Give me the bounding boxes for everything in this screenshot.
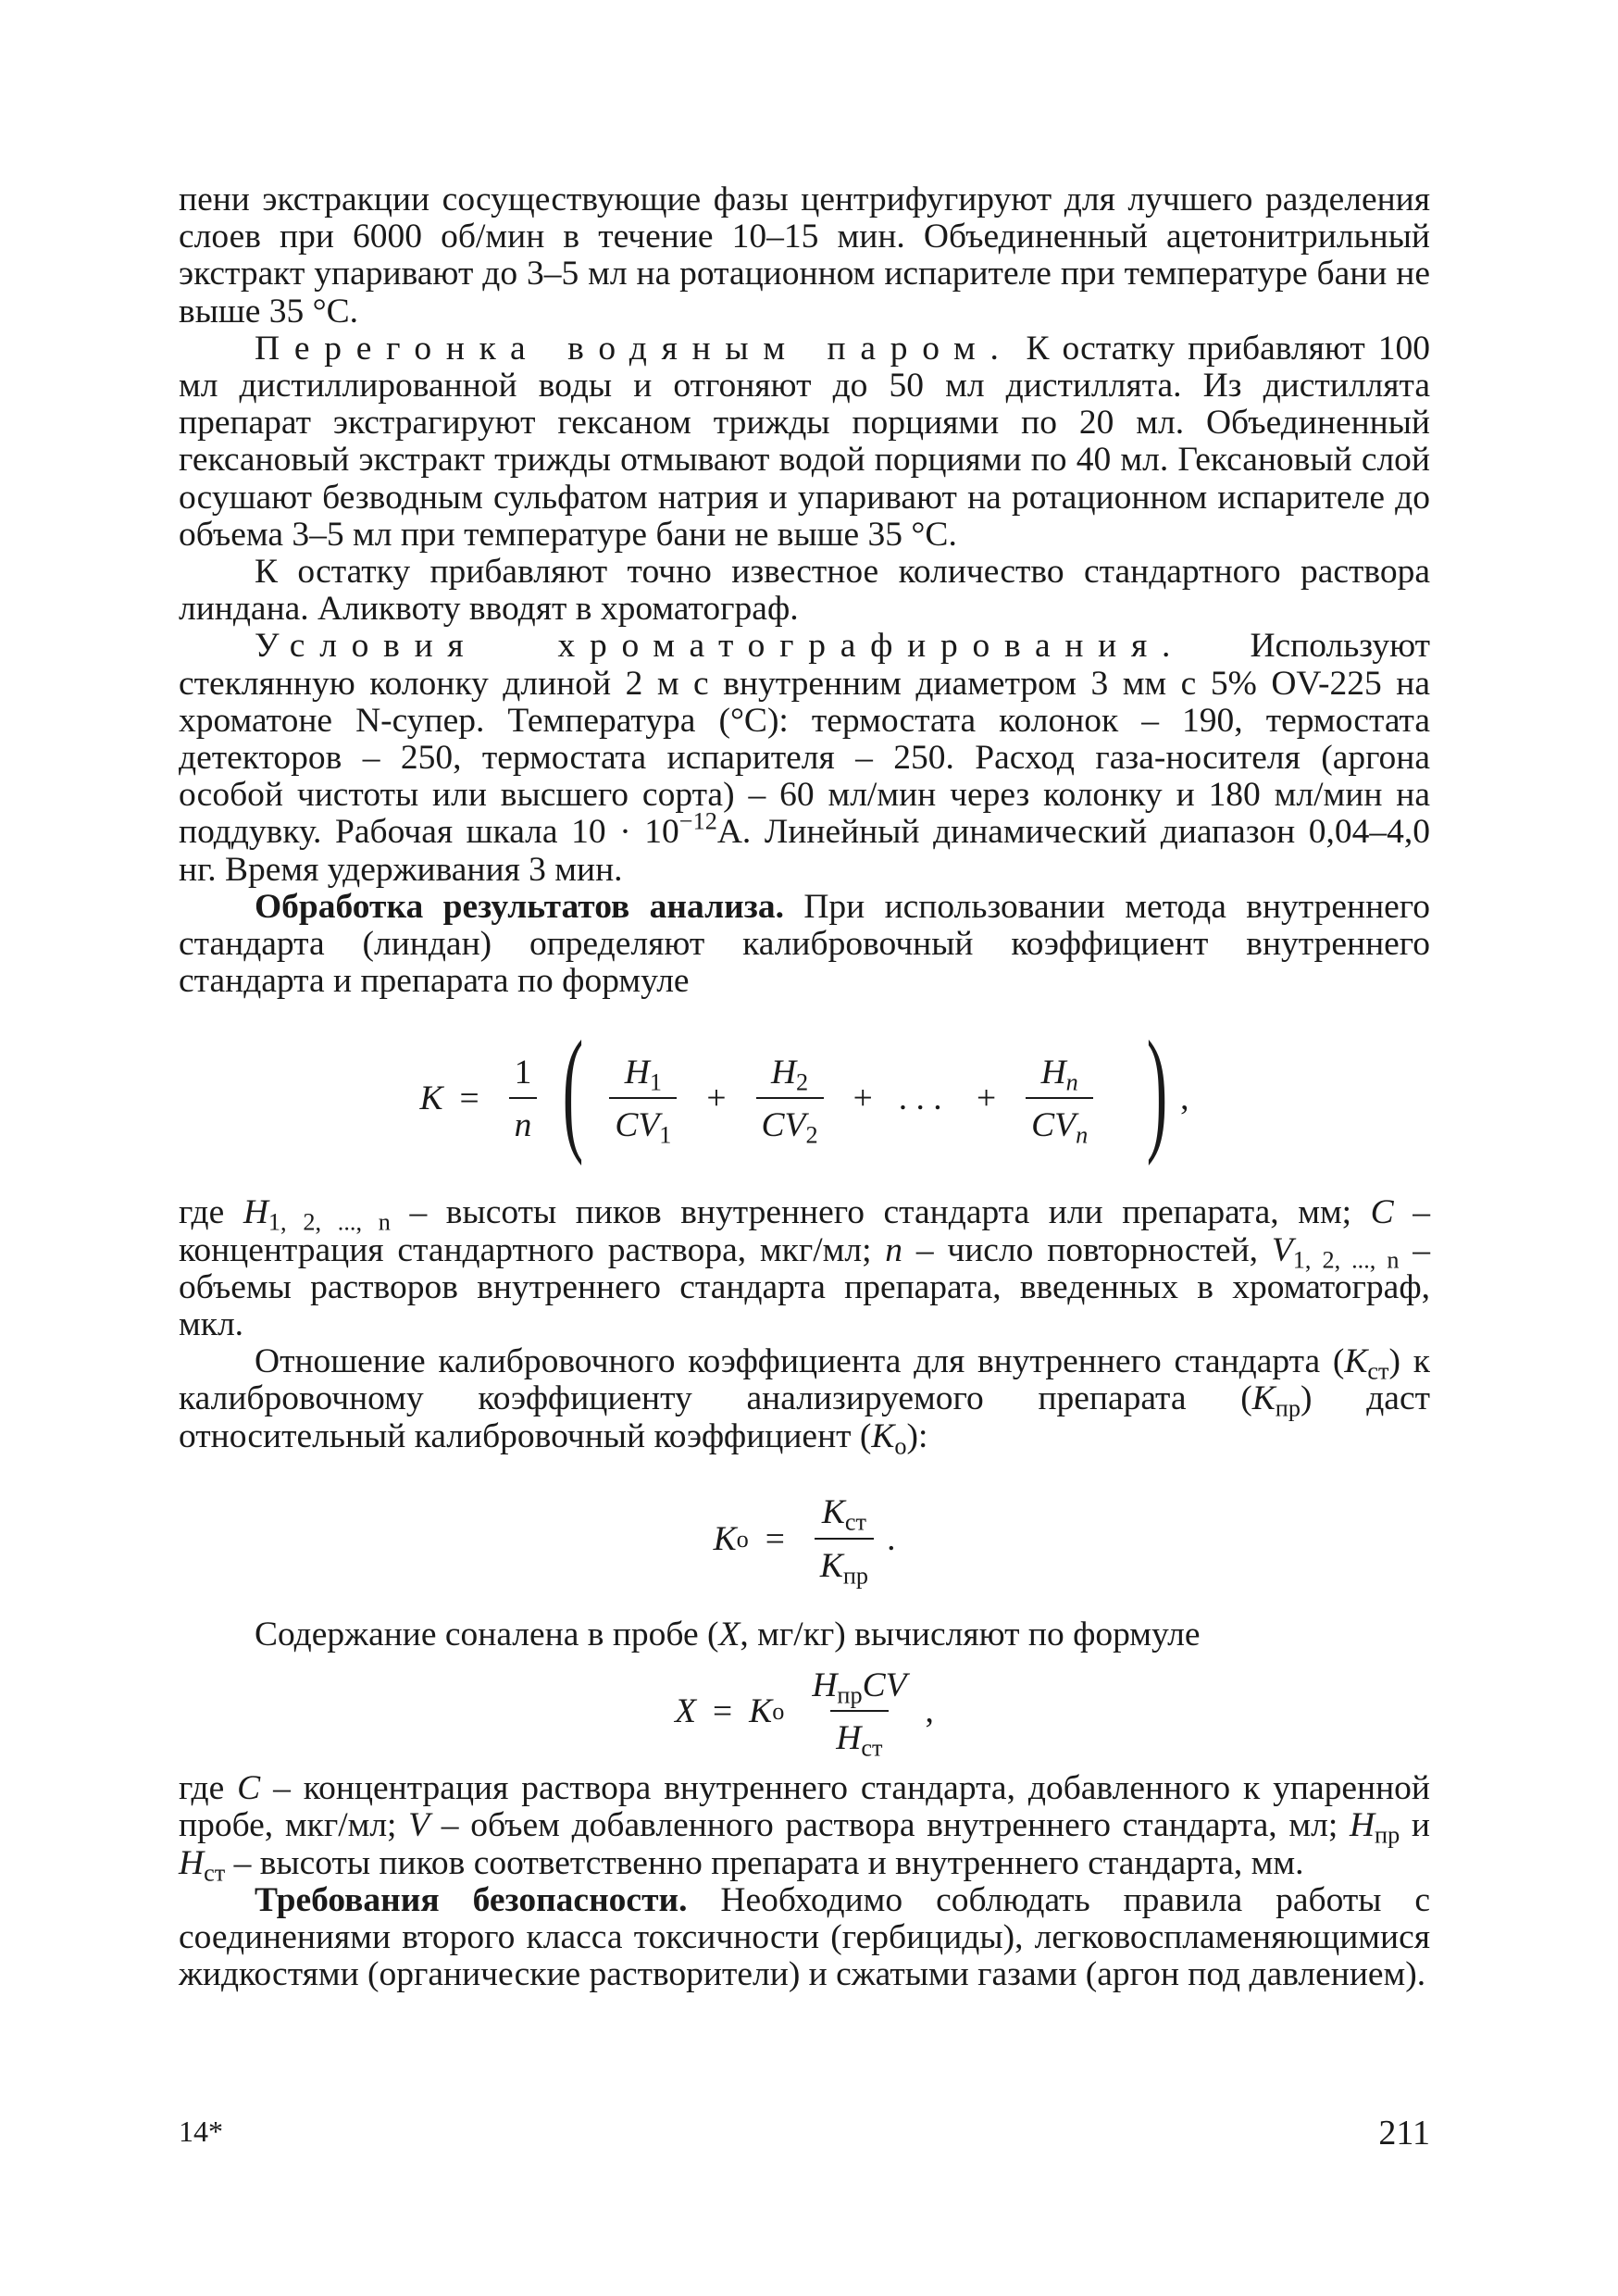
paragraph-steam-distillation: Перегонка водяным паром. К остатку прибавляют 100 мл дистиллированной воды и отгоняют до 50 мл дистиллята. Из дистиллята препарат экстрагируют гексаном трижды порциями по 20 мл. Объединенный гексановый экстракт трижды отмывают водой порциями по 40 мл. Гексановый слой осушают безводным сульфатом натрия и упаривают на ротационном испарителе до объема 3–5 мл при температуре бани не выше 35 °С. bbox=[179, 329, 1430, 554]
paragraph-content-calculation: Содержание соналена в пробе (X, мг/кг) вычисляют по формуле bbox=[255, 1615, 1201, 1653]
right-paren: ) bbox=[1146, 1013, 1168, 1167]
formula-relative-coefficient: K о = $\frac{K_{ст}}{K_{пр}}$ . bbox=[713, 1493, 896, 1590]
signature-mark: 14* bbox=[179, 2115, 223, 2148]
paragraph-formula3-legend: где C – концентрация раствора внутреннего стандарта, добавленного к упаренной пробе, мкг/мл; V – объем добавленного раствора внутреннего стандарта, мл; $H_{пр}$ и $H_{ст}$ – высоты пиков соответственно препарата и внутреннего стандарта, мм. bbox=[179, 1769, 1430, 1886]
section-heading-chromatography: Условия хроматографирования. bbox=[255, 627, 1186, 666]
section-heading-results: Обработка результатов анализа. bbox=[255, 887, 784, 926]
paragraph-relative-coefficient: Отношение калибровочного коэффициента для внутреннего стандарта $(K_{ст})$ к калибровочному коэффициенту анализируемого препарата $(K_{пр})$ даст относительный калибровочный коэффициент $(K_о)$: bbox=[179, 1342, 1430, 1460]
left-paren: ( bbox=[563, 1013, 584, 1167]
page-number: 211 bbox=[1378, 2114, 1430, 2152]
section-heading-steam-distillation: Перегонка водяным паром. bbox=[255, 329, 1014, 368]
formula-content: X = K о $\frac{H_{пр}CV}{H_{ст}}$ , bbox=[675, 1666, 934, 1762]
paragraph-chromatography-conditions: Условия хроматографирования. Используют стеклянную колонку длиной 2 м с внутренним диаметром 3 мм с 5% OV-225 на хроматоне N-супер. Температура (°С): термостата колонок – 190, термостата детекторов – 250, термостата испарителя – 250. Расход газа-носителя (аргона особой чистоты или высшего сорта) – 60 мл/мин через колонку и 180 мл/мин на поддувку. Рабочая шкала $10 \cdot 10^{-12}А$. Линейный динамический диапазон 0,04–4,0 нг. Время удерживания 3 мин. bbox=[179, 627, 1431, 889]
paragraph-safety-requirements: Требования безопасности. Необходимо соблюдать правила работы с соединениями второго класса токсичности (гербициды), легковоспламеняющимися жидкостями (органические растворители) и сжатыми газами (аргон под давлением). bbox=[179, 1880, 1430, 1994]
paragraph-extraction-end: пени экстракции сосуществующие фазы центрифугируют для лучшего разделения слоев при 6000 об/мин в течение 10–15 мин. Объединенный ацетонитрильный экстракт упаривают до 3–5 мл на ротационном испарителе при температуре бани не выше 35 °С. bbox=[179, 181, 1430, 331]
page-footer bbox=[179, 2113, 1430, 2159]
paragraph-results-processing: Обработка результатов анализа. При использовании метода внутреннего стандарта (линдан) определяют калибровочный коэффициент внутреннего стандарта и препарата по формуле bbox=[179, 887, 1430, 1001]
paragraph-lindane-standard: К остатку прибавляют точно известное количество стандартного раствора линдана. Аликвоту вводят в хроматограф. bbox=[179, 553, 1430, 629]
page-body bbox=[179, 181, 1430, 1993]
paragraph-formula1-legend: где $H_{1, 2, ..., n}$ – высоты пиков внутреннего стандарта или препарата, мм; C – концентрация стандартного раствора, мкг/мл; n – число повторностей, $V_{1, 2, ..., n}$ – объемы растворов внутреннего стандарта препарата, введенных в хроматограф, мкл. bbox=[179, 1193, 1431, 1344]
section-heading-safety: Требования безопасности. bbox=[255, 1880, 688, 1919]
formula-calibration-coefficient: K = $\frac{1}{n}$ ( $\frac{H_1}{CV_1}$ + $\frac{H_2}{CV_2}$ + ... + $\frac{H_n}{CV_n}$ ) , bbox=[419, 1013, 1189, 1167]
